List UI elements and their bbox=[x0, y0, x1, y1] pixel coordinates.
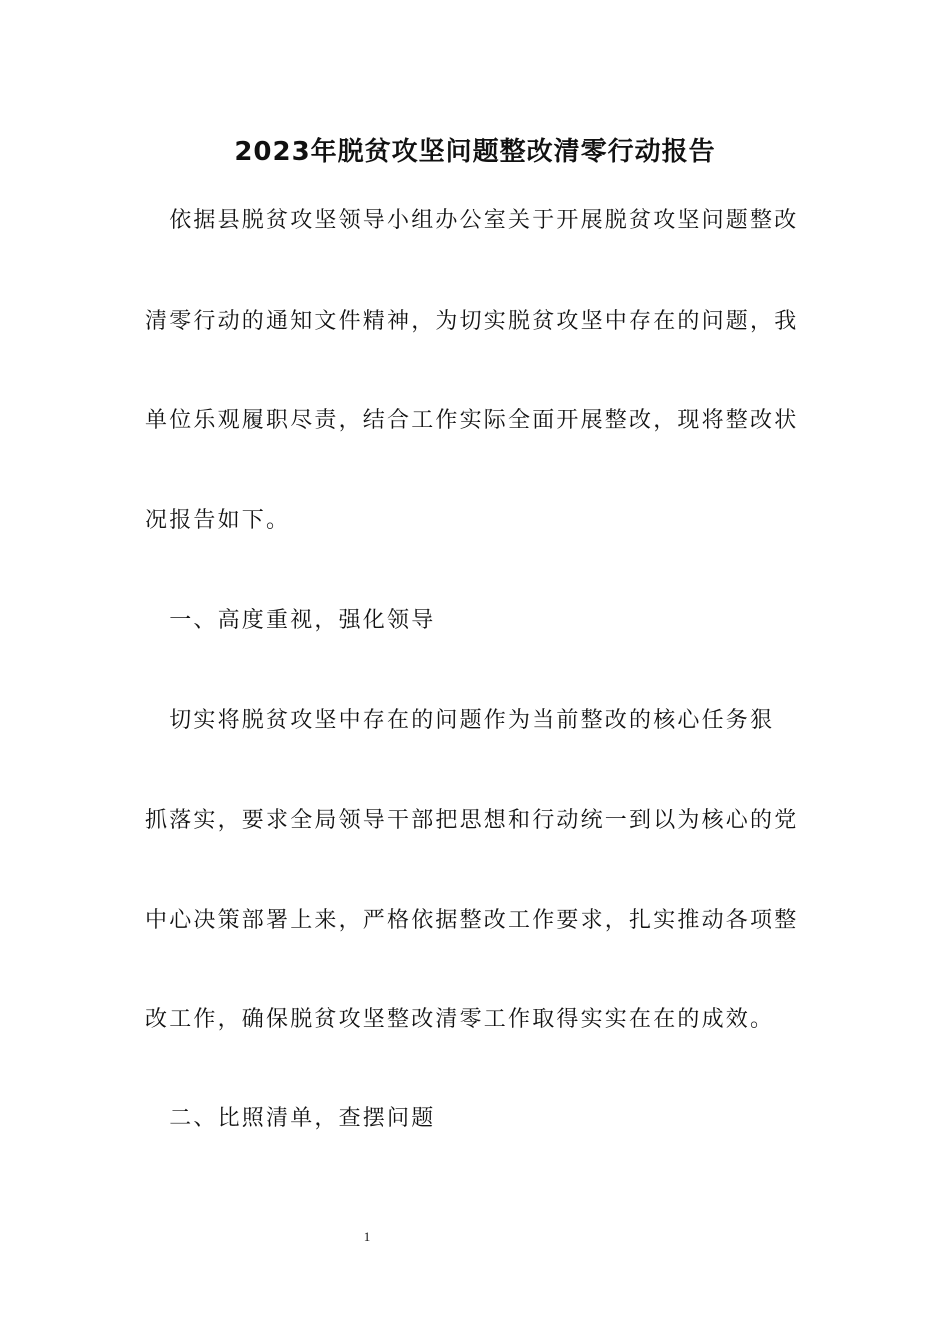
section-1-line-4: 改工作，确保脱贫攻坚整改清零工作取得实实在在的成效。 bbox=[145, 1007, 775, 1032]
section-1-line-3: 中心决策部署上来，严格依据整改工作要求，扎实推动各项整 bbox=[145, 908, 799, 933]
section-1-line-2: 抓落实，要求全局领导干部把思想和行动统一到以为核心的党 bbox=[145, 808, 799, 833]
page-number: 1 bbox=[363, 1229, 371, 1244]
intro-line-3: 单位乐观履职尽责，结合工作实际全面开展整改，现将整改状 bbox=[145, 408, 799, 433]
intro-line-2: 清零行动的通知文件精神，为切实脱贫攻坚中存在的问题，我 bbox=[145, 309, 799, 334]
section-1-heading: 一、高度重视，强化领导 bbox=[145, 608, 436, 633]
section-1-line-1: 切实将脱贫攻坚中存在的问题作为当前整改的核心任务狠 bbox=[145, 708, 775, 733]
document-title: 2023年脱贫攻坚问题整改清零行动报告 bbox=[234, 137, 716, 167]
intro-line-1: 依据县脱贫攻坚领导小组办公室关于开展脱贫攻坚问题整改 bbox=[145, 208, 799, 233]
intro-line-4: 况报告如下。 bbox=[145, 508, 291, 533]
section-2-heading: 二、比照清单，查摆问题 bbox=[145, 1106, 436, 1131]
